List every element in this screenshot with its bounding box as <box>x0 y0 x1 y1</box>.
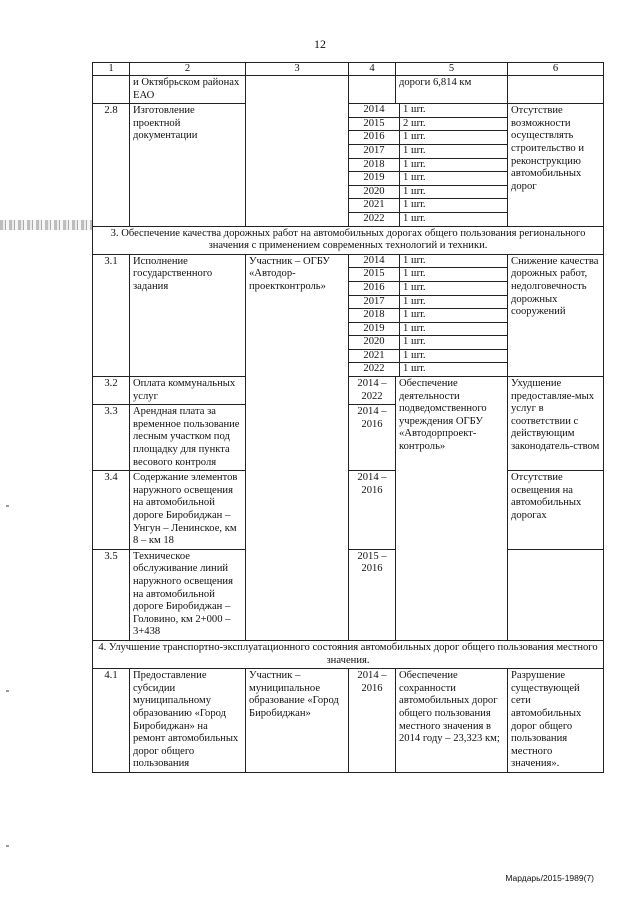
table-row <box>93 471 604 550</box>
table-row <box>93 104 604 226</box>
program-activities-table <box>92 62 604 773</box>
section-heading-row <box>93 640 604 668</box>
table-row <box>93 76 604 104</box>
activity-result: дороги 6,814 км <box>396 76 508 104</box>
term: 2014 – 2016 <box>349 471 396 550</box>
row-number: 4.1 <box>93 669 130 773</box>
column-header: 2 <box>130 63 246 76</box>
consequence: Ухудшение предоставляе-мых услуг в соответствии с действующим законодатель-ством <box>508 377 604 471</box>
executor: Участник – ОГБУ «Автодор-проектконтроль» <box>246 254 349 640</box>
term: 2014 – 2016 <box>349 669 396 773</box>
scan-artifact <box>0 220 92 230</box>
activity-name: Предоставление субсидии муниципальному образованию «Город Биробиджан» на ремонт автомобильных дорог общего пользования <box>130 669 246 773</box>
column-header: 3 <box>246 63 349 76</box>
row-number: 2.8 <box>93 104 130 226</box>
activity-name: и Октябрьском районах ЕАО <box>130 76 246 104</box>
table-row <box>93 377 604 405</box>
yearly-results: 2014 1 шт. 2015 2 шт. 2016 1 шт. 2017 1 шт. 2018 1 шт. 2019 1 шт. 2020 1 шт. 2021 1 шт. 2022 1 шт. <box>349 104 507 225</box>
activity-name: Изготовление проектной документации <box>130 104 246 226</box>
column-header: 4 <box>349 63 396 76</box>
activity-name: Арендная плата за временное пользование лесным участком под площадку для пункта весового контроля <box>130 405 246 471</box>
consequence: Отсутствие освещения на автомобильных дорогах <box>508 471 604 550</box>
scan-artifact <box>6 505 9 507</box>
term: 2015 – 2016 <box>349 549 396 640</box>
row-number: 3.5 <box>93 549 130 640</box>
consequence: Отсутствие возможности осуществлять строительство и реконструкцию автомобильных дорог <box>508 104 604 226</box>
column-header: 6 <box>508 63 604 76</box>
table-row <box>93 549 604 640</box>
term: 2014 – 2022 <box>349 377 396 405</box>
executor: Участник – муниципальное образование «Город Биробиджан» <box>246 669 349 773</box>
page-number: 12 <box>314 37 326 51</box>
activity-result: Обеспечение сохранности автомобильных дорог общего пользования местного значения в 2014 году – 23,323 км; <box>396 669 508 773</box>
column-header: 5 <box>396 63 508 76</box>
activity-name: Содержание элементов наружного освещения на автомобильной дороге Биробиджан – Унгун – Ленинское, км 8 – км 18 <box>130 471 246 550</box>
yearly-results: 2014 1 шт. 2015 1 шт. 2016 1 шт. 2017 1 шт. 2018 1 шт. 2019 1 шт. 2020 1 шт. 2021 1 шт. 2022 1 шт. <box>349 255 507 376</box>
table-row <box>93 254 604 376</box>
section-title: 3. Обеспечение качества дорожных работ на автомобильных дорогах общего пользования регионального значения с применением современных технологий и техники. <box>93 226 604 254</box>
activity-name: Оплата коммунальных услуг <box>130 377 246 405</box>
activity-name: Техническое обслуживание линий наружного освещения на автомобильной дороге Биробиджан – Головино, км 2+000 – 3+438 <box>130 549 246 640</box>
column-header: 1 <box>93 63 130 76</box>
consequence: Разрушение существующей сети автомобильных дорог общего пользования местного значения». <box>508 669 604 773</box>
header-row <box>93 63 604 76</box>
table-row <box>93 669 604 773</box>
row-number: 3.3 <box>93 405 130 471</box>
section-heading-row <box>93 226 604 254</box>
section-title: 4. Улучшение транспортно-эксплуатационного состояния автомобильных дорог общего пользования местного значения. <box>93 640 604 668</box>
row-number: 3.2 <box>93 377 130 405</box>
row-number: 3.1 <box>93 254 130 376</box>
activity-result: Обеспечение деятельности подведомственного учреждения ОГБУ «Автодорпроект-контроль» <box>396 377 508 641</box>
activity-name: Исполнение государственного задания <box>130 254 246 376</box>
document-footer-code: Мардарь/2015-1989(7) <box>505 873 594 883</box>
scan-artifact <box>6 690 9 692</box>
row-number: 3.4 <box>93 471 130 550</box>
scan-artifact <box>6 845 9 847</box>
consequence: Снижение качества дорожных работ, недолговечность дорожных сооружений <box>508 254 604 376</box>
term: 2014 – 2016 <box>349 405 396 471</box>
